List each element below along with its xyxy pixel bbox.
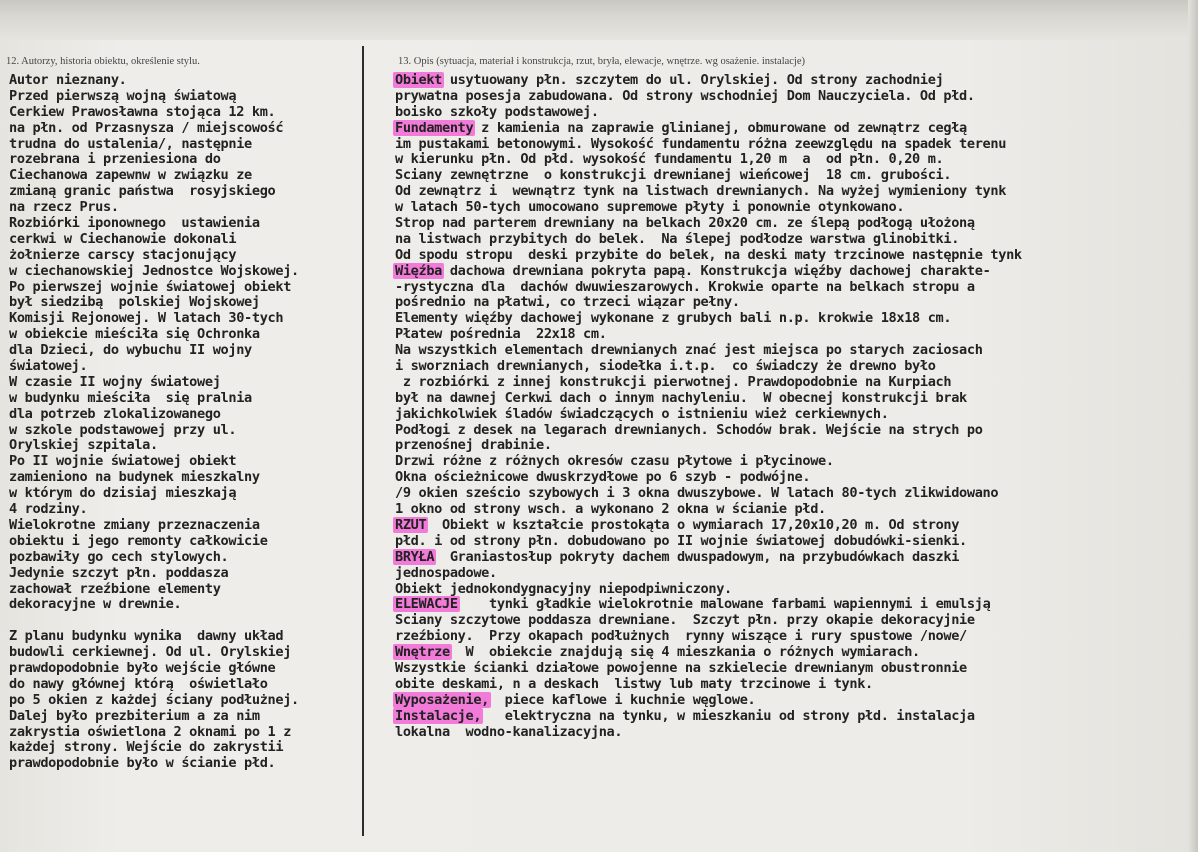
text-line: po 5 okien z każdej ściany podłużnej. — [9, 691, 299, 708]
text-line — [395, 359, 1190, 375]
line-text: rzeźbiony. Przy okapach podłużnych rynny wiszące i rury spustowe /nowe/ — [395, 628, 967, 645]
text-line: Po II wojnie światowej obiekt — [9, 453, 237, 470]
line-text: przenośnej drabinie. — [395, 437, 552, 454]
right-section-header: 13. Opis (sytuacja, materiał i konstrukcja, rzut, bryła, elewacje, wnętrze. wg osażenie. instalacje) — [398, 56, 806, 67]
text-line: Z planu budynku wynika dawny układ — [9, 628, 284, 645]
line-text: Drzwi różne z różnych okresów czasu płytowe i płycinowe. — [395, 453, 834, 470]
line-text: Sciany szczytowe poddasza drewniane. Szczyt płn. przy okapie dekoracyjnie — [395, 612, 975, 629]
text-line — [395, 137, 1190, 153]
text-line: Przed pierwszą wojną światową — [9, 87, 237, 104]
text-line — [395, 311, 1190, 327]
line-text: pośrednio na płatwi, co trzeci wiązar pełny. — [395, 294, 740, 311]
text-line — [395, 454, 1190, 470]
text-line: zamieniono na budynek mieszkalny — [9, 469, 260, 486]
text-line: dla potrzeb zlokalizowanego — [9, 405, 221, 422]
text-line — [395, 264, 1190, 280]
text-line — [395, 502, 1190, 518]
history-text-column — [9, 73, 361, 772]
line-text: Elementy więźby dachowej wykonane z grubych bali n.p. krokwie 18x18 cm. — [395, 310, 952, 327]
text-line: do nawy głównej którą oświetlało — [9, 675, 268, 692]
line-text: elektryczna na tynku, w mieszkaniu od strony płd. instalacja — [481, 707, 975, 724]
line-text: W obiekcie znajdują się 4 mieszkania o różnych wymiarach. — [449, 644, 920, 661]
text-line: Orylskiej szpitala. — [9, 437, 158, 454]
text-line: prawdopodobnie było w ścianie płd. — [9, 755, 276, 772]
text-line: Dalej było prezbiterium a za nim — [9, 707, 260, 724]
line-text: Obiekt w kształcie prostokąta o wymiarach 17,20x10,20 m. Od strony — [426, 516, 960, 533]
text-line — [395, 327, 1190, 343]
line-text: tynki gładkie wielokrotnie malowane farbami wapiennymi i emulsją — [457, 596, 991, 613]
text-line — [395, 518, 1190, 534]
highlighted-keyword: Więźba — [395, 262, 443, 279]
text-line: Jedynie szczyt płn. poddasza — [9, 564, 229, 581]
line-text: Płatew pośrednia 22x18 cm. — [395, 326, 607, 343]
text-line — [395, 709, 1190, 725]
text-line — [395, 470, 1190, 486]
highlighted-keyword: Wyposażenie, — [395, 691, 490, 708]
text-line — [395, 184, 1190, 200]
line-text: Od zewnątrz i wewnątrz tynk na listwach drewnianych. Na wyżej wymieniony tynk — [395, 183, 1007, 200]
highlighted-keyword: ELEWACJE — [395, 596, 458, 613]
text-line — [395, 645, 1190, 661]
text-line — [395, 295, 1190, 311]
text-line — [395, 486, 1190, 502]
highlighted-keyword: Wnętrze — [395, 644, 450, 661]
text-line: w szkole podstawowej przy ul. — [9, 421, 237, 438]
highlighted-keyword: Fundamenty — [395, 119, 474, 136]
text-line: 4 rodziny. — [9, 501, 88, 518]
line-text: dachowa drewniana pokryta papą. Konstrukcja więźby dachowej charakte- — [442, 262, 991, 279]
line-text: Podłogi z desek na legarach drewnianych. Schodów brak. Wejście na strych po — [395, 421, 983, 438]
text-line — [9, 613, 361, 629]
text-line — [395, 438, 1190, 454]
line-text: prywatna posesja zabudowana. Od strony wschodniej Dom Nauczyciela. Od płd. — [395, 87, 975, 104]
line-text: Okna ościeżnicowe dwuskrzydłowe po 6 szyb - podwójne. — [395, 469, 811, 486]
text-line: Cerkiew Prawosławna stojąca 12 km. — [9, 103, 276, 120]
left-section-header: 12. Autorzy, historia obiektu, określenie stylu. — [6, 56, 200, 67]
text-line: obiektu i jego remonty całkowicie — [9, 532, 268, 549]
column-divider — [362, 46, 364, 836]
text-line — [395, 200, 1190, 216]
text-line: był siedzibą polskiej Wojskowej — [9, 294, 260, 311]
text-line: Po pierwszej wojnie światowej obiekt — [9, 278, 292, 295]
text-line — [395, 725, 1190, 741]
text-line — [395, 534, 1190, 550]
text-line: w którym do dzisiaj mieszkają — [9, 485, 237, 502]
text-line — [395, 597, 1190, 613]
text-line — [395, 407, 1190, 423]
text-line: zmianą granic państwa rosyjskiego — [9, 183, 276, 200]
highlighted-keyword: BRYŁA — [395, 548, 435, 565]
line-text: płd. i od strony płn. dobudowano po II wojnie światowej dobudówki-sienki. — [395, 532, 967, 549]
text-line — [395, 216, 1190, 232]
text-line: na rzecz Prus. — [9, 199, 119, 216]
highlighted-keyword: Obiekt — [395, 72, 443, 88]
text-line — [395, 168, 1190, 184]
text-line — [395, 566, 1190, 582]
scan-top-edge — [0, 0, 1198, 40]
text-line — [395, 613, 1190, 629]
highlighted-keyword: Instalacje, — [395, 707, 482, 724]
line-text: Strop nad parterem drewniany na belkach 20x20 cm. ze ślepą podłogą ułożoną — [395, 215, 975, 232]
text-line — [395, 629, 1190, 645]
line-text: był na dawnej Cerkwi dach o innym nachyleniu. W obecnej konstrukcji brak — [395, 389, 967, 406]
line-text: z rozbiórki z innej konstrukcji pierwotnej. Prawdopodobnie na Kurpiach — [395, 373, 952, 390]
line-text: Na wszystkich elementach drewnianych znać jest miejsca po starych zaciosach — [395, 342, 983, 359]
line-text: -rystyczna dla dachów dwuwieszarowych. Krokwie oparte na belkach stropu a — [395, 278, 975, 295]
line-text: z kamienia na zaprawie glinianej, obmurowane od zewnątrz cegłą — [473, 119, 967, 136]
text-line: światowej. — [9, 358, 88, 375]
text-line — [395, 89, 1190, 105]
line-text: usytuowany płn. szczytem do ul. Orylskiej. Od strony zachodniej — [442, 72, 944, 88]
line-text: piece kaflowe i kuchnie węglowe. — [489, 691, 756, 708]
line-text: Graniastosłup pokryty dachem dwuspadowym, na przybudówkach daszki — [434, 548, 960, 565]
text-line: w obiekcie mieściła się Ochronka — [9, 326, 260, 343]
text-line — [395, 550, 1190, 566]
text-line: Rozbiórki iponownego ustawienia — [9, 215, 260, 232]
text-line: Autor nieznany. — [9, 72, 127, 88]
line-text: im pustakami betonowymi. Wysokość fundamentu różna zeewzględu na spadek terenu — [395, 135, 1007, 152]
text-line: każdej strony. Wejście do zakrystii — [9, 739, 284, 756]
text-line — [395, 423, 1190, 439]
text-line — [395, 391, 1190, 407]
text-line: trudna do ustalenia/, następnie — [9, 135, 252, 152]
line-text: Wszystkie ścianki działowe powojenne na szkielecie drewnianym obustronnie — [395, 659, 967, 676]
description-text-column — [395, 73, 1190, 740]
text-line: W czasie II wojny światowej — [9, 373, 221, 390]
text-line: Komisji Rejonowej. W latach 30-tych — [9, 310, 284, 327]
text-line — [395, 375, 1190, 391]
text-line: pozbawiły go cech stylowych. — [9, 548, 229, 565]
text-line — [395, 343, 1190, 359]
line-text: jakichkolwiek śladów świadczących o istnieniu wież cerkiewnych. — [395, 405, 889, 422]
text-line: dekoracyjne w drewnie. — [9, 596, 182, 613]
text-line — [395, 232, 1190, 248]
line-text: w kierunku płn. Od płd. wysokość fundamentu 1,20 m a od płn. 0,20 m. — [395, 151, 944, 168]
line-text: na listwach przybitych do belek. Na ślepej podłodze warstwa glinobitki. — [395, 230, 960, 247]
line-text: Od spodu stropu deski przybite do belek, na deski maty trzcinowe następnie tynk — [395, 246, 1022, 263]
text-line — [395, 121, 1190, 137]
line-text: obite deskami, n a deskach listwy lub maty trzcinowe i tynk. — [395, 675, 873, 692]
text-line: na płn. od Przasnysza / miejscowość — [9, 119, 284, 136]
line-text: Sciany zewnętrzne o konstrukcji drewnianej wieńcowej 18 cm. grubości. — [395, 167, 952, 184]
line-text: Obiekt jednokondygnacyjny niepodpiwniczony. — [395, 580, 732, 597]
text-line: Ciechanowa zapewnw w związku ze — [9, 167, 252, 184]
line-text: i sworzniach drewnianych, siodełka i.t.p. co świadczy że drewno było — [395, 358, 936, 375]
text-line — [395, 582, 1190, 598]
text-line: żołnierze carscy stacjonujący — [9, 246, 237, 263]
text-line — [395, 693, 1190, 709]
line-text: /9 okien sześcio szybowych i 3 okna dwuszybowe. W latach 80-tych zlikwidowano — [395, 485, 999, 502]
text-line — [395, 280, 1190, 296]
text-line — [395, 248, 1190, 264]
text-line: prawdopodobnie było wejście główne — [9, 659, 276, 676]
text-line: cerkwi w Ciechanowie dokonali — [9, 230, 237, 247]
text-line — [395, 677, 1190, 693]
line-text: boisko szkoły podstawowej. — [395, 103, 599, 120]
line-text: 1 okno od strony wsch. a wykonano 2 okna w ścianie płd. — [395, 501, 826, 518]
line-text: jednospadowe. — [395, 564, 497, 581]
text-line: dla Dzieci, do wybuchu II wojny — [9, 342, 252, 359]
text-line: Wielokrotne zmiany przeznaczenia — [9, 516, 260, 533]
text-line — [395, 105, 1190, 121]
text-line: zachował rzeźbione elementy — [9, 580, 221, 597]
text-line: rozebrana i przeniesiona do — [9, 151, 221, 168]
text-line: budowli cerkiewnej. Od ul. Orylskiej — [9, 644, 292, 661]
text-line — [395, 73, 1190, 89]
highlighted-keyword: RZUT — [395, 516, 427, 533]
text-line: w ciechanowskiej Jednostce Wojskowej. — [9, 262, 299, 279]
text-line — [395, 152, 1190, 168]
line-text: lokalna wodno-kanalizacyjna. — [395, 723, 623, 740]
line-text: w latach 50-tych umocowano supremowe płyty i ponownie otynkowano. — [395, 199, 905, 216]
text-line — [395, 661, 1190, 677]
text-line: w budynku mieściła się pralnia — [9, 389, 252, 406]
text-line: zakrystia oświetlona 2 oknami po 1 z — [9, 723, 292, 740]
